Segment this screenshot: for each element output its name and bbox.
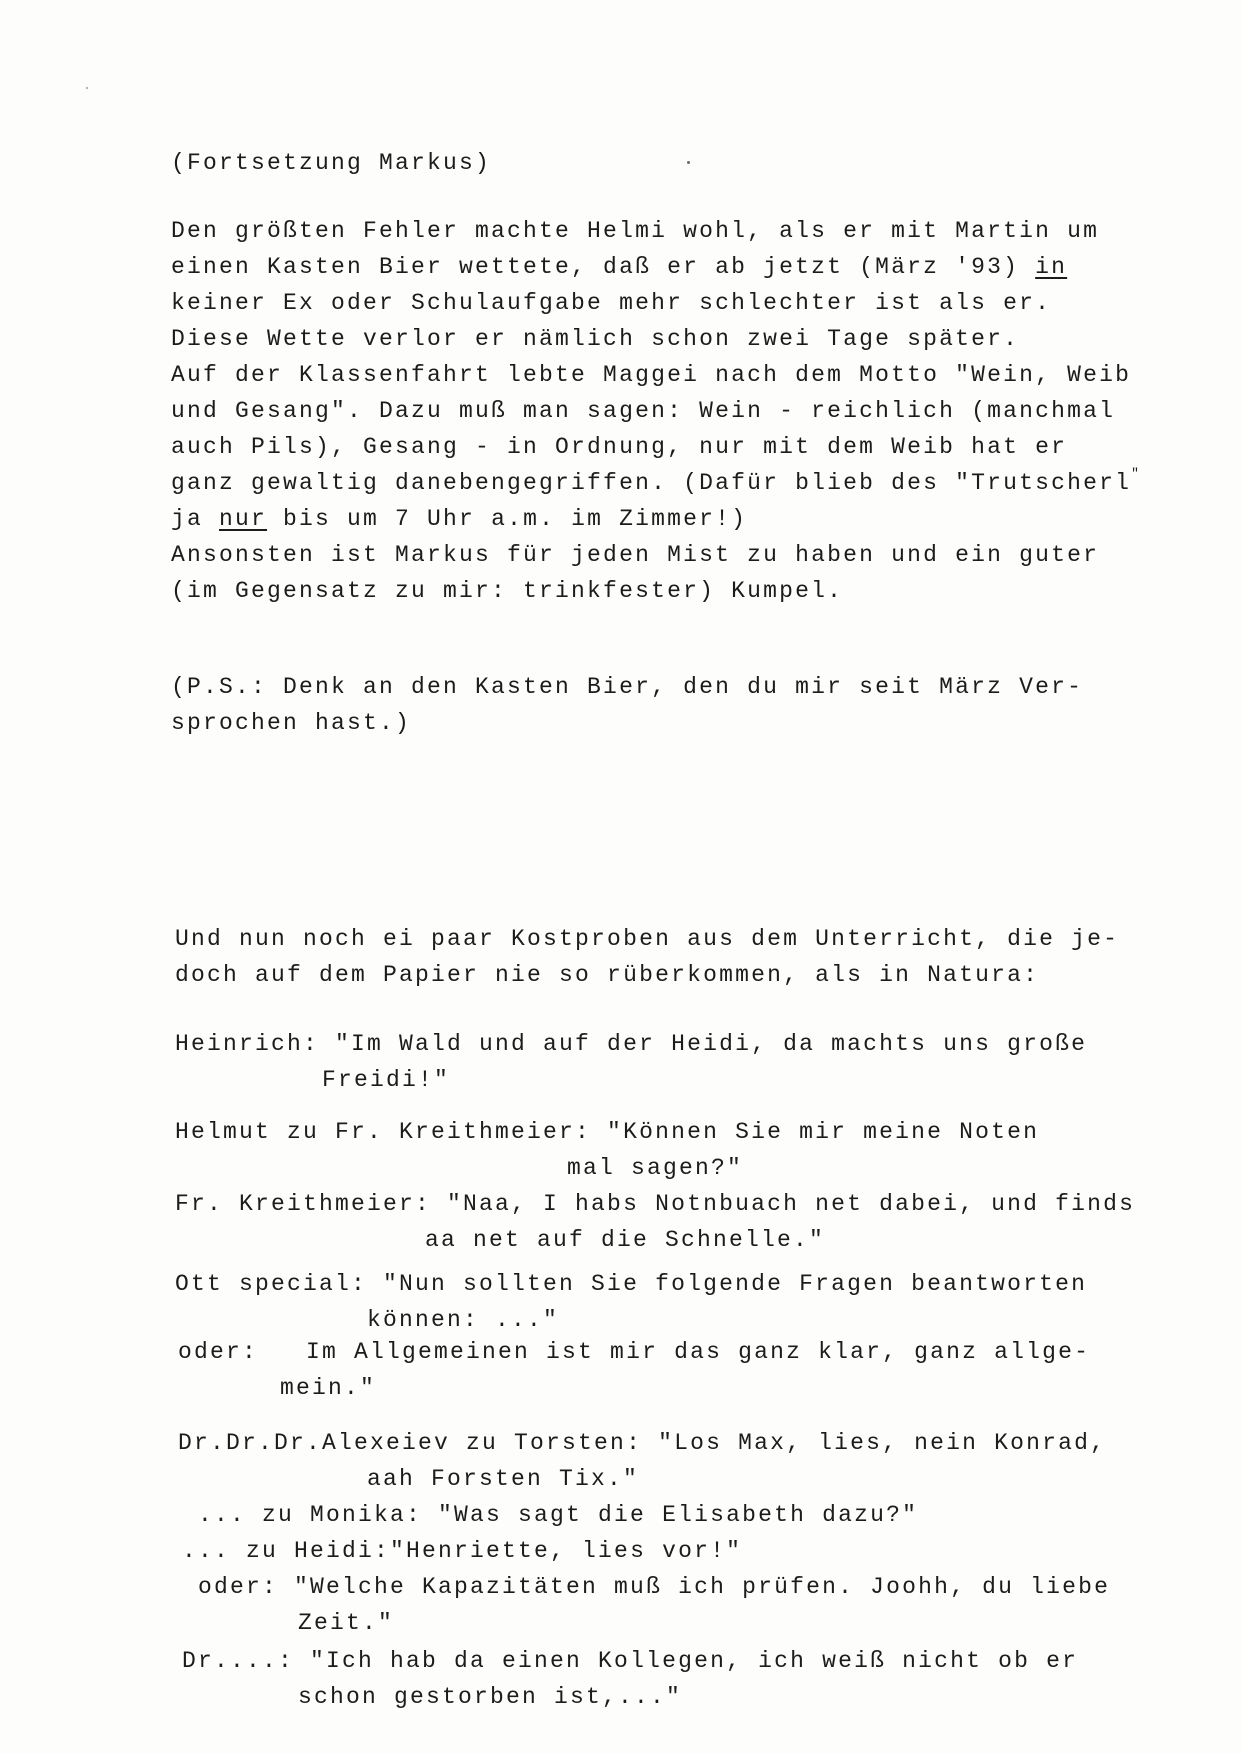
page-heading: (Fortsetzung Markus) (171, 150, 492, 176)
quote-line: Fr. Kreithmeier: "Naa, I habs Notnbuach net dabei, und finds (175, 1191, 1136, 1217)
text-line: Den größten Fehler machte Helmi wohl, als er mit Martin um (171, 218, 1100, 244)
text-segment: bis um 7 Uhr a.m. im Zimmer!) (267, 506, 748, 532)
quote-line: Heinrich: "Im Wald und auf der Heidi, da machts uns große (175, 1031, 1088, 1057)
text-line: Auf der Klassenfahrt lebte Maggei nach dem Motto "Wein, Weib (171, 362, 1132, 388)
quote-line: Zeit." (298, 1610, 395, 1636)
underlined-word: nur (219, 506, 268, 532)
ink-speck (86, 87, 88, 89)
quote-line: Dr....: "Ich hab da einen Kollegen, ich weiß nicht ob er (182, 1648, 1079, 1674)
quote-line: Dr.Dr.Dr.Alexeiev zu Torsten: "Los Max, lies, nein Konrad, (178, 1430, 1107, 1456)
postscript-line: (P.S.: Denk an den Kasten Bier, den du mir seit März Ver- (171, 674, 1084, 700)
text-line: (im Gegensatz zu mir: trinkfester) Kumpel. (171, 578, 844, 604)
text-segment: ja (171, 506, 220, 532)
text-line (171, 466, 1139, 496)
text-line (171, 508, 747, 531)
text-line: auch Pils), Gesang - in Ordnung, nur mit dem Weib hat er (171, 434, 1068, 460)
quote-line: oder: "Welche Kapazitäten muß ich prüfen. Joohh, du liebe (198, 1574, 1111, 1600)
text-segment: einen Kasten Bier wettete, daß er ab jetzt (März '93) (171, 254, 1036, 280)
text-line (171, 256, 1067, 279)
underlined-word: in (1035, 254, 1068, 280)
text-line: Diese Wette verlor er nämlich schon zwei Tage später. (171, 326, 1020, 352)
quote-line: mal sagen?" (567, 1155, 744, 1181)
text-line: doch auf dem Papier nie so rüberkommen, als in Natura: (175, 962, 1040, 988)
text-line: Ansonsten ist Markus für jeden Mist zu haben und ein guter (171, 542, 1100, 568)
text-line: Und nun noch ei paar Kostproben aus dem Unterricht, die je- (175, 926, 1120, 952)
quote-line: aa net auf die Schnelle." (425, 1227, 826, 1253)
quote-line: aah Forsten Tix." (367, 1466, 640, 1492)
text-line: keiner Ex oder Schulaufgabe mehr schlechter ist als er. (171, 290, 1052, 316)
quote-line: mein." (280, 1375, 377, 1401)
text-line: und Gesang". Dazu muß man sagen: Wein - reichlich (manchmal (171, 398, 1116, 424)
quote-line: können: ..." (367, 1307, 560, 1333)
closing-quote: " (1131, 466, 1139, 481)
quote-line: schon gestorben ist,..." (298, 1684, 683, 1710)
quote-line: ... zu Monika: "Was sagt die Elisabeth dazu?" (198, 1502, 919, 1528)
postscript-line: sprochen hast.) (171, 710, 412, 736)
quote-line: Ott special: "Nun sollten Sie folgende Fragen beantworten (175, 1271, 1088, 1297)
text-segment: ganz gewaltig danebengegriffen. (Dafür blieb des "Trutscherl (171, 470, 1132, 496)
quote-line: Helmut zu Fr. Kreithmeier: "Können Sie mir meine Noten (175, 1119, 1040, 1145)
quote-line: oder: Im Allgemeinen ist mir das ganz klar, ganz allge- (178, 1339, 1091, 1365)
quote-line: Freidi!" (322, 1067, 451, 1093)
ink-speck (687, 161, 690, 164)
quote-line: ... zu Heidi:"Henriette, lies vor!" (182, 1538, 743, 1564)
